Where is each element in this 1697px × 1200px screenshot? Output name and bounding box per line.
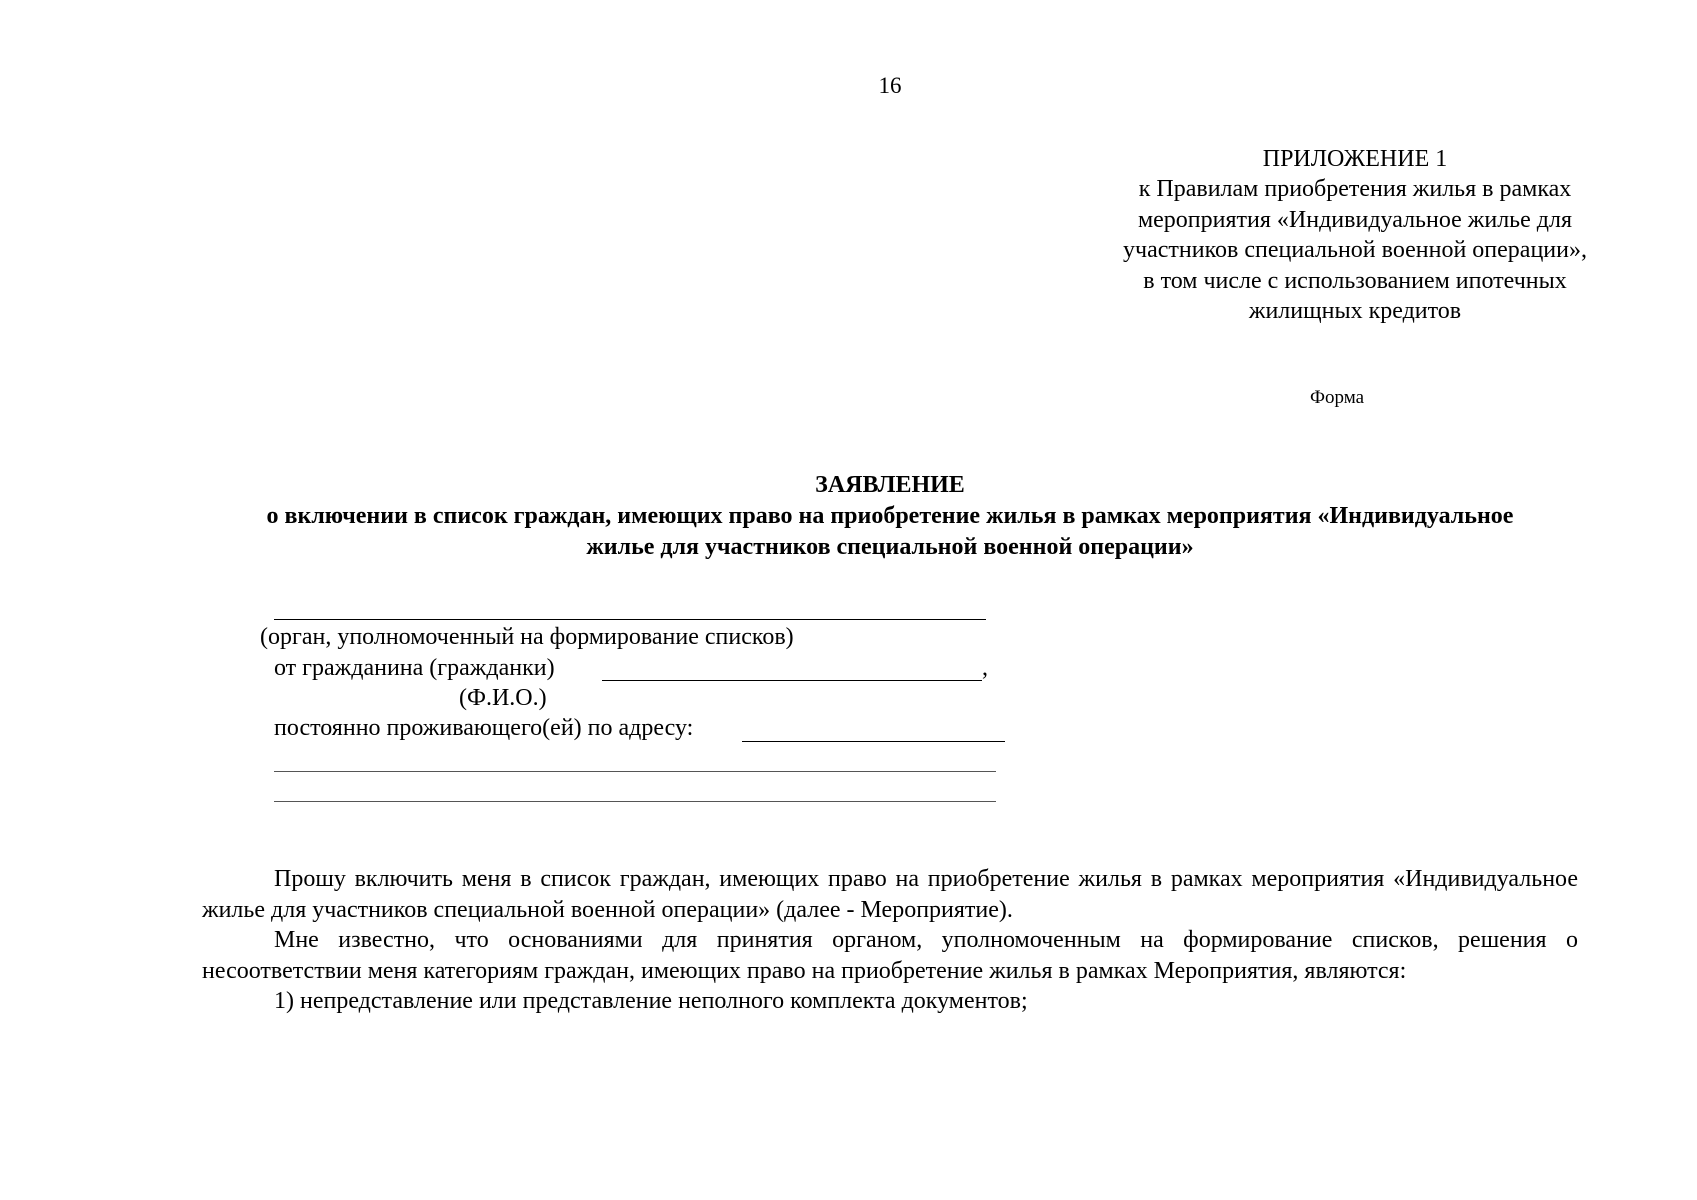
address-label: постоянно проживающего(ей) по адресу: bbox=[274, 715, 694, 741]
address-field-line-3[interactable] bbox=[274, 801, 996, 802]
paragraph-grounds: Мне известно, что основаниями для принятия органом, уполномоченным на формирование списков, решения о несоответствии меня категориям граждан, имеющих право на приобретение жилья в рамках Мероприятия, являются: bbox=[202, 927, 1578, 984]
form-label: Форма bbox=[1310, 387, 1365, 408]
appendix-heading: ПРИЛОЖЕНИЕ 1 bbox=[1262, 146, 1448, 172]
fio-field-line[interactable] bbox=[602, 680, 982, 681]
appendix-text: к Правилам приобретения жилья в рамках мероприятия «Индивидуальное жилье для участников специальной военной операции», в том числе с использованием ипотечных жилищных кредитов bbox=[1123, 176, 1587, 325]
title-main: ЗАЯВЛЕНИЕ bbox=[815, 472, 965, 498]
document-title bbox=[190, 470, 1590, 563]
fio-caption: (Ф.И.О.) bbox=[459, 685, 547, 711]
from-suffix: , bbox=[982, 655, 988, 681]
authority-field-line[interactable] bbox=[274, 619, 986, 620]
paragraph-request: Прошу включить меня в список граждан, имеющих право на приобретение жилья в рамках мероприятия «Индивидуальное жилье для участников специальной военной операции» (далее - Мероприятие). bbox=[202, 866, 1578, 923]
from-label: от гражданина (гражданки) bbox=[274, 655, 555, 681]
body-text bbox=[202, 864, 1578, 1017]
authority-caption: (орган, уполномоченный на формирование списков) bbox=[260, 624, 794, 650]
title-subtitle-line1: о включении в список граждан, имеющих право на приобретение жилья в рамках мероприятия «Индивидуальное bbox=[266, 503, 1514, 529]
appendix-block bbox=[1120, 144, 1590, 326]
address-field-line-1[interactable] bbox=[742, 741, 1005, 742]
page-number: 16 bbox=[878, 73, 902, 98]
address-field-line-2[interactable] bbox=[274, 771, 996, 772]
title-subtitle-line2: жилье для участников специальной военной операции» bbox=[586, 534, 1194, 560]
paragraph-item-1: 1) непредставление или представление неполного комплекта документов; bbox=[274, 988, 1028, 1014]
